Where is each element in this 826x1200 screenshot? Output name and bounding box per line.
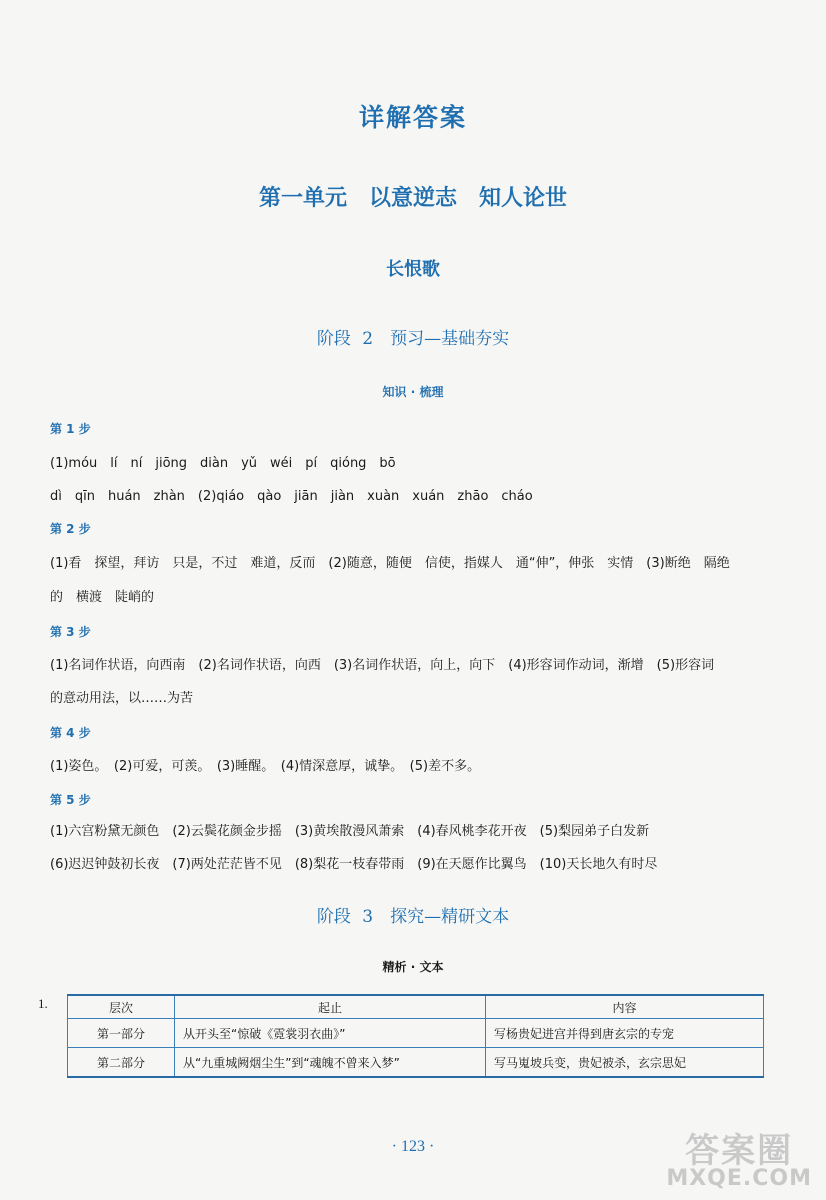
watermark-logo xyxy=(666,1131,812,1191)
step-3-line-1: (1)名词作状语，向西南 (2)名词作状语，向西 (3)名词作状语，向上，向下 (4)形容词作动词，渐增 (5)形容词 xyxy=(50,658,715,673)
stage3-section-heading: 精析 · 文本 xyxy=(382,960,444,974)
table-header-cell: 层次 xyxy=(68,995,175,1019)
question-number: 1. xyxy=(38,996,48,1011)
answer-table xyxy=(67,994,764,1078)
step-5-line-1: (1)六宫粉黛无颜色 (2)云鬓花颜金步摇 (3)黄埃散漫风萧索 (4)春风桃李花开夜 (5)梨园弟子白发新 xyxy=(50,824,650,839)
table-cell: 写马嵬坡兵变，贵妃被杀，玄宗思妃 xyxy=(486,1048,764,1078)
step-4-line-1: (1)姿色。 (2)可爱，可羡。 (3)睡醒。 (4)情深意厚，诚挚。 (5)差不多。 xyxy=(50,759,481,774)
watermark-text-en: MXQE.COM xyxy=(666,1166,812,1191)
table-row xyxy=(68,1048,764,1078)
table-header-cell: 内容 xyxy=(486,995,764,1019)
watermark-text-cn: 答案圈 xyxy=(685,1131,794,1171)
step-5-line-2: (6)迟迟钟鼓初长夜 (7)两处茫茫皆不见 (8)梨花一枝春带雨 (9)在天愿作比翼鸟 (10)天长地久有时尽 xyxy=(50,857,658,872)
lesson-heading: 长恨歌 xyxy=(386,259,440,280)
table-cell: 从开头至“惊破《霓裳羽衣曲》” xyxy=(175,1019,486,1048)
step-2-label: 第 2 步 xyxy=(50,522,91,536)
step-3-label: 第 3 步 xyxy=(50,625,91,639)
step-2-line-1: (1)看 探望，拜访 只是，不过 难道，反而 (2)随意，随便 信使，指媒人 通“伸”，伸张 实情 (3)断绝 隔绝 xyxy=(50,556,730,571)
page-number: · 123 · xyxy=(391,1138,435,1155)
step-2-line-2: 的 横渡 陡峭的 xyxy=(50,590,155,605)
table-cell: 写杨贵妃进宫并得到唐玄宗的专宠 xyxy=(486,1019,764,1048)
step-4-label: 第 4 步 xyxy=(50,726,91,740)
unit-heading: 第一单元 以意逆志 知人论世 xyxy=(258,185,567,211)
table-header-row xyxy=(68,995,764,1019)
stage3-heading: 阶段 3 探究—精研文本 xyxy=(316,907,510,927)
step-1-label: 第 1 步 xyxy=(50,422,91,436)
step-1-line-2: dì qīn huán zhàn (2)qiáo qào jiān jiàn xuàn xuán zhāo cháo xyxy=(50,489,533,504)
table-cell: 第一部分 xyxy=(68,1019,175,1048)
step-5-label: 第 5 步 xyxy=(50,793,91,807)
table-header-cell: 起止 xyxy=(175,995,486,1019)
stage2-heading: 阶段 2 预习—基础夯实 xyxy=(316,329,510,349)
page-title: 详解答案 xyxy=(358,103,467,132)
step-1-line-1: (1)móu lí ní jiōng diàn yǔ wéi pí qióng bō xyxy=(50,456,396,471)
table-row xyxy=(68,1019,764,1048)
table-cell: 第二部分 xyxy=(68,1048,175,1078)
stage2-section-heading: 知识 · 梳理 xyxy=(382,385,444,399)
step-3-line-2: 的意动用法，以……为苦 xyxy=(50,691,194,706)
table-cell: 从“九重城阙烟尘生”到“魂魄不曾来入梦” xyxy=(175,1048,486,1078)
